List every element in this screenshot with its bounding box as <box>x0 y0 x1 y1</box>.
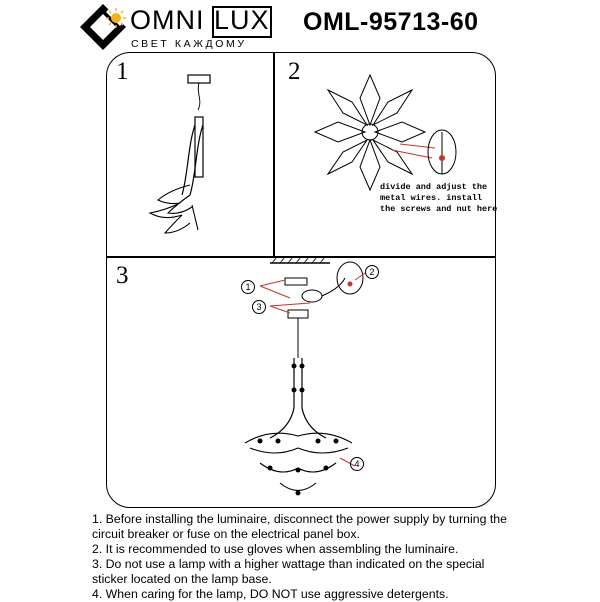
instructions <box>92 512 512 602</box>
panel-2-note-line: the screws and nut here <box>380 204 498 214</box>
panel-1-chandelier-side-view <box>110 55 270 255</box>
panel-divider-vertical <box>273 52 275 257</box>
callout-2: 2 <box>365 265 379 279</box>
panel-2-note-line: metal wires. install <box>380 193 483 203</box>
panel-2-number: 2 <box>288 58 301 85</box>
instruction-item: 2. It is recommended to use gloves when assembling the luminaire. <box>92 542 459 556</box>
panel-3-number: 3 <box>116 262 129 289</box>
brand-name-omni: OMNI <box>130 5 205 35</box>
instruction-item: 1. Before installing the luminaire, disconnect the power supply by turning the circuit breaker or fuse on the electrical panel box. <box>92 512 507 541</box>
callout-1: 1 <box>241 280 255 294</box>
instruction-item: 4. When caring for the lamp, DO NOT use aggressive detergents. <box>92 587 449 601</box>
panel-1-number: 1 <box>116 58 129 85</box>
instruction-item: 3. Do not use a lamp with a higher wattage than indicated on the special sticker located on the lamp base. <box>92 557 485 586</box>
callout-3: 3 <box>252 300 266 314</box>
panel-2-note-line: divide and adjust the <box>380 182 488 192</box>
brand-slogan: СВЕТ КАЖДОМУ <box>131 38 247 50</box>
model-number: OML-95713-60 <box>303 8 479 36</box>
panel-2-note <box>380 182 497 215</box>
callout-4: 4 <box>350 457 364 471</box>
panel-3-installation-diagram <box>230 258 490 508</box>
brand-name-lux: LUX <box>214 5 270 35</box>
